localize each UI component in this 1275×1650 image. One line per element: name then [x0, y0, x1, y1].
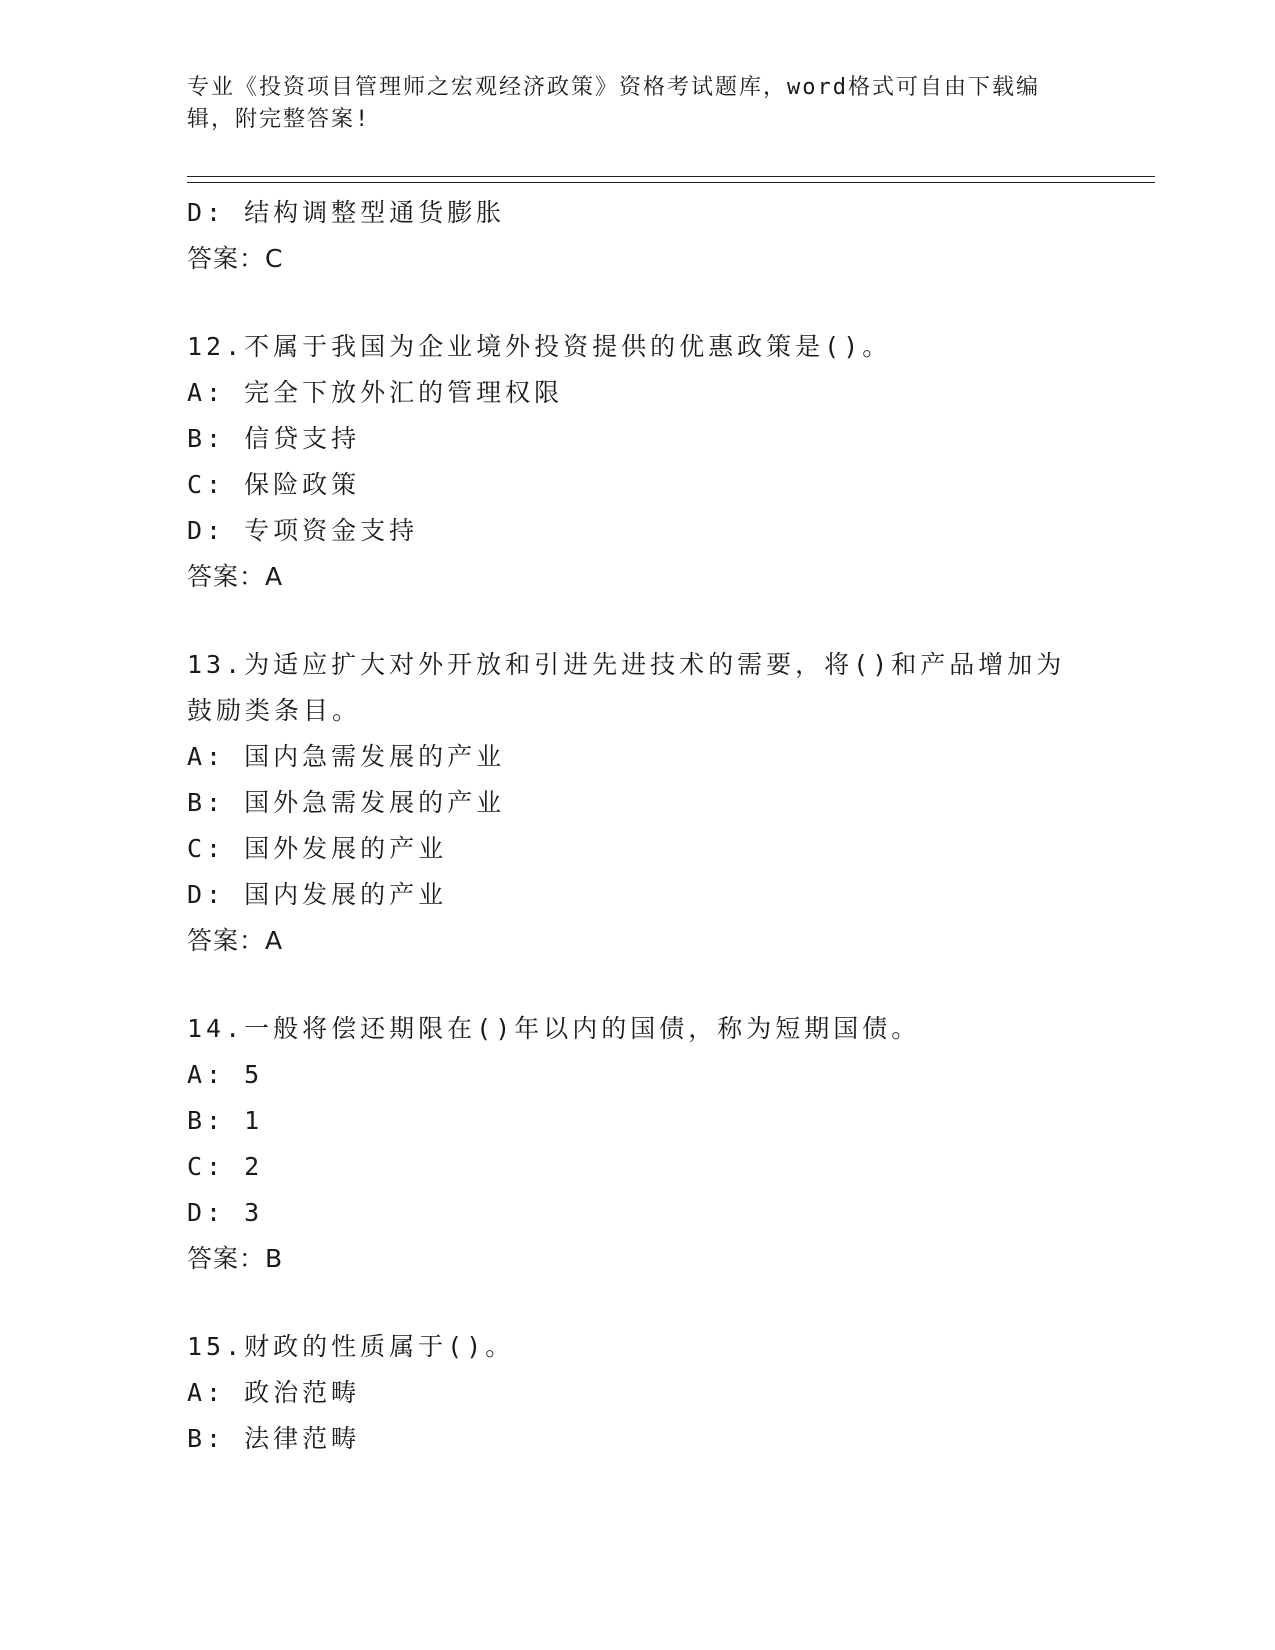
option-d: D: 专项资金支持 [187, 516, 419, 545]
spacer [187, 600, 1087, 642]
question-stem: 12.不属于我国为企业境外投资提供的优惠政策是()。 [187, 332, 892, 361]
option-c: C: 保险政策 [187, 470, 361, 499]
option-b: B: 信贷支持 [187, 424, 361, 453]
option-c: C: 2 [187, 1152, 264, 1181]
answer-line: 答案：A [187, 926, 284, 955]
option-d: D: 3 [187, 1198, 264, 1227]
option-a: A: 完全下放外汇的管理权限 [187, 378, 564, 407]
spacer [187, 1282, 1087, 1324]
spacer [187, 282, 1087, 324]
option-a: A: 国内急需发展的产业 [187, 742, 506, 771]
answer-line: 答案：A [187, 562, 284, 591]
header-divider-top [187, 176, 1155, 177]
option-b: B: 法律范畴 [187, 1424, 361, 1453]
option-c: C: 国外发展的产业 [187, 834, 448, 863]
option-b: B: 1 [187, 1106, 264, 1135]
option-b: B: 国外急需发展的产业 [187, 788, 506, 817]
option-a: A: 5 [187, 1060, 264, 1089]
answer-line: 答案：C [187, 244, 284, 273]
question-content [187, 190, 1087, 1462]
question-stem: 15.财政的性质属于()。 [187, 1332, 515, 1361]
header-divider-bottom [187, 182, 1155, 183]
answer-line: 答案：B [187, 1244, 284, 1273]
option-d: D: 国内发展的产业 [187, 880, 448, 909]
spacer [187, 964, 1087, 1006]
option-a: A: 政治范畴 [187, 1378, 361, 1407]
question-stem: 13.为适应扩大对外开放和引进先进技术的需要，将()和产品增加为鼓励类条目。 [187, 650, 1066, 725]
question-stem: 14.一般将偿还期限在()年以内的国债，称为短期国债。 [187, 1014, 921, 1043]
document-header: 专业《投资项目管理师之宏观经济政策》资格考试题库，word格式可自由下载编辑，附完整答案! [187, 75, 1040, 132]
option-d: D: 结构调整型通货膨胀 [187, 198, 506, 227]
